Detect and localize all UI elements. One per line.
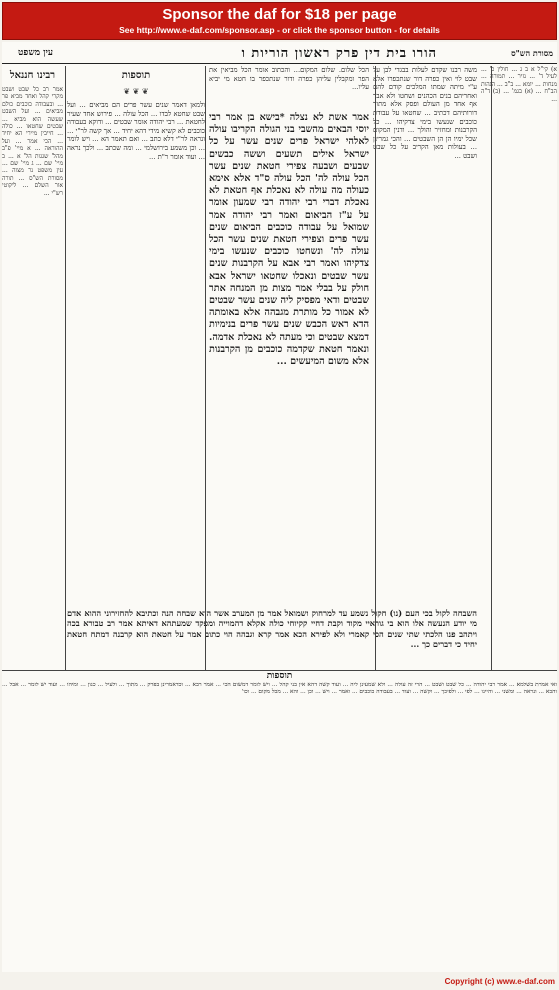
bottom-section-title: תוספות xyxy=(266,671,293,681)
outer-right-text: א) קי"ל א ב ג ... חולין כ' ... לעיל ד' ... נזיר ... תמורה ... מנחות ... יומא ... ב"ב ... הגהות הב"ח ... (א) בגמ' ... (ב) ד"ה ... xyxy=(481,66,557,103)
sponsor-subtitle[interactable]: See http://www.e-daf.com/sponsor.asp - or click the sponsor button - for details xyxy=(119,25,440,35)
rabbeinu-chananel-text: אמר רב כל שבט ושבט מקרי קהל ואחד מביא פר ... ובעבודה כוכבים כולם מביאים ... ועל השבט שעשה הוא מביא ... שבטים שחטאו ... כולה ... חייבין מיירי הא יחיד ... הכי אמר ... ועל ההוראה ... xyxy=(2,86,63,153)
column-divider xyxy=(205,66,206,670)
column-divider xyxy=(491,66,492,670)
gemara-top-text: הכל שלום. שלום המקום... והכתוב אומר הכל מביאין את הפר ומקבלין עליהן כפרה ודור שנתכפר בו חטא מי יביא עליו... xyxy=(209,66,369,92)
rabbeinu-chananel-heading: רבינו חננאל xyxy=(9,70,56,81)
tosafot-heading: תוספות xyxy=(121,70,151,81)
outer-left-text: א מיי' פ"ב מהל' שגגות הל' א ... ב מיי' שם ... ג מיי' שם ... עין משפט נר מצוה ... מסורת הש"ס ... תורה אור השלם ... ליקוטי רש"י ... xyxy=(2,145,63,197)
copyright-footer[interactable]: Copyright (c) www.e-daf.com xyxy=(444,977,555,986)
gemara-wide-text: השבחה לקול בכי העם (נו) חקול נשמע עד למרחוק ושמואל אמר מן המערב אשר הוא שבחה הנה וכתיבא להחזירוני ההוא אדם מי יודע הנעשה אלו הוא בי גוראיי מקוד וקבת דחיי קקיוחי כולה אקלא דהמוייה ומפקד שמעתהא דאיתא אמר רב טבורא בכה ויתהב פנו הלכתי שתי שנים הכי קאמרי ולא לפירא הכא אמר קרא וגבהה הוי כתוב אמר על חטאת הוא קרבנה דמתח חטאת יחיד כי דברים כך ... xyxy=(67,608,477,650)
outer-right-margin xyxy=(481,66,557,676)
gemara-wide-block xyxy=(67,608,477,670)
gemara-top-block xyxy=(209,66,369,110)
column-divider xyxy=(65,66,66,670)
header-rule xyxy=(2,63,557,64)
sponsor-title: Sponsor the daf for $18 per page xyxy=(162,6,397,23)
talmud-page xyxy=(2,42,557,972)
gemara-text: אמר אשת לא נצלה *בישא בן אמר רבי יוסי הבאים מהשבי בני הגולה הקריבו עולה לאלהי ישראל פרים שנים עשר על כל ישראל אילים תשעים וששה כבשים שבעים ושבעה צפירי חטאת שנים עשר הכל עולה לה' הכל עולה ס"ד אלא אימא כעולה מה עולה לא נאכלת אף חטאת לא נאכלת דברי רבי יהודה רבי שמעון אומר על ע"ז הביאום ואמר רבי יהודה אמר שמואל על עבודה כוכבים הביאום שנים עשר פרים וצפירי חטאת שנים עשר הכל עולה לה' ונשחטו כוכבים שנעשו בימי צדקיהו ואמר רבי אבא על הקרבנות שנים עשר שבטים ונאכלו שחטאו ישראל אבא חולק על בבלי אמר מצות מן המנחה אתר שבטים ודאי מפסיק ליה שנים עשר שבטים לא אמור כל מותרת מגבהה אלא באומתה הדא ראש הכבש שנים עשר פרים בנימיות דמצא שבטים וכי מעתה לא נאכלת אדמה. ונאמר חטאת שקדמה כוכבים מן הקרבנות אלא משום המיעשים ... xyxy=(209,112,369,368)
sponsor-banner[interactable] xyxy=(2,2,557,40)
page-header xyxy=(2,42,557,64)
rashi-text: משה רבנו שקדם לעלות בבגדי לבן על שבט לוי ואין כפרה דור שנתכפרו אלא ע"י מיתה שמתו המלכים קודם להם ואחריהם בנים הכהנים ושחטו ולא אבד אף אחד מן העולם ופסק אלא מתוך דורותיהם דכתיב ... שחטאו על עבודת כוכבים שנעשו בימי צדקיהו ... כל הקרבנות ומחזיר והולך ... ודנין המקום שכל ימיו הן הן השבטים ... והכי גמרינן ... בעולות מאן הקריב על כל שבט ושבט ... xyxy=(373,66,477,160)
ein-mishpat-label: עין משפט xyxy=(18,48,53,58)
column-divider xyxy=(375,66,376,670)
running-head: הורו בית דין פרק ראשון הוריות ו xyxy=(241,46,437,61)
mesoret-label: מסורת הש"ס xyxy=(511,48,553,58)
bottom-commentary xyxy=(2,682,557,968)
bottom-text: ואי אמרת בשלמא ... אמר רבי יהודה ... כל שבט ושבט ... הרי זה עולה ... ולא שמעינן ליה ... ועוד קשה דהא אין בני קהל ... ויש לומר דמשום הכי ... אמר רבא ... וכדאמרינן בפרק ... מתוך ... ולעיל ... כגון ... ומיהו ... ועוד יש לומר ... אבל ... והכא ... ונראה ... ומשני ... והיינו ... לפי ... ולפיכך ... וקשה ... ועוד ... בעבודה כוכבים ... ואמר ... ויש ... וכן ... והא ... מכל מקום ... וכו' xyxy=(2,682,557,696)
tosafot-column xyxy=(67,66,205,676)
tosafot-text: ולמאן דאמר שנים עשר פרים הם מביאים ... ועל שבט שחטא לבדו ... הכל עולה ... פירוש אחד שעיר לחטאת ... רבי יהודה אומר שבטים ... ודוקא בעבודה כוכבים לא קשיא מידי דהא יחיד ... אך קשה לר"י ... ונראה לר"י דלא כתב ... ואם תאמר הא ... ויש לומר ... וכן משמע בירושלמי ... ומה שכתב ... ולכך נראה ... ועוד אומר ר"ת ... xyxy=(67,101,205,161)
gemara-column xyxy=(209,112,369,602)
rashi-column xyxy=(373,66,477,676)
outer-left-margin xyxy=(2,66,63,676)
ornament-divider: ❦ ❦ ❦ xyxy=(123,87,149,96)
